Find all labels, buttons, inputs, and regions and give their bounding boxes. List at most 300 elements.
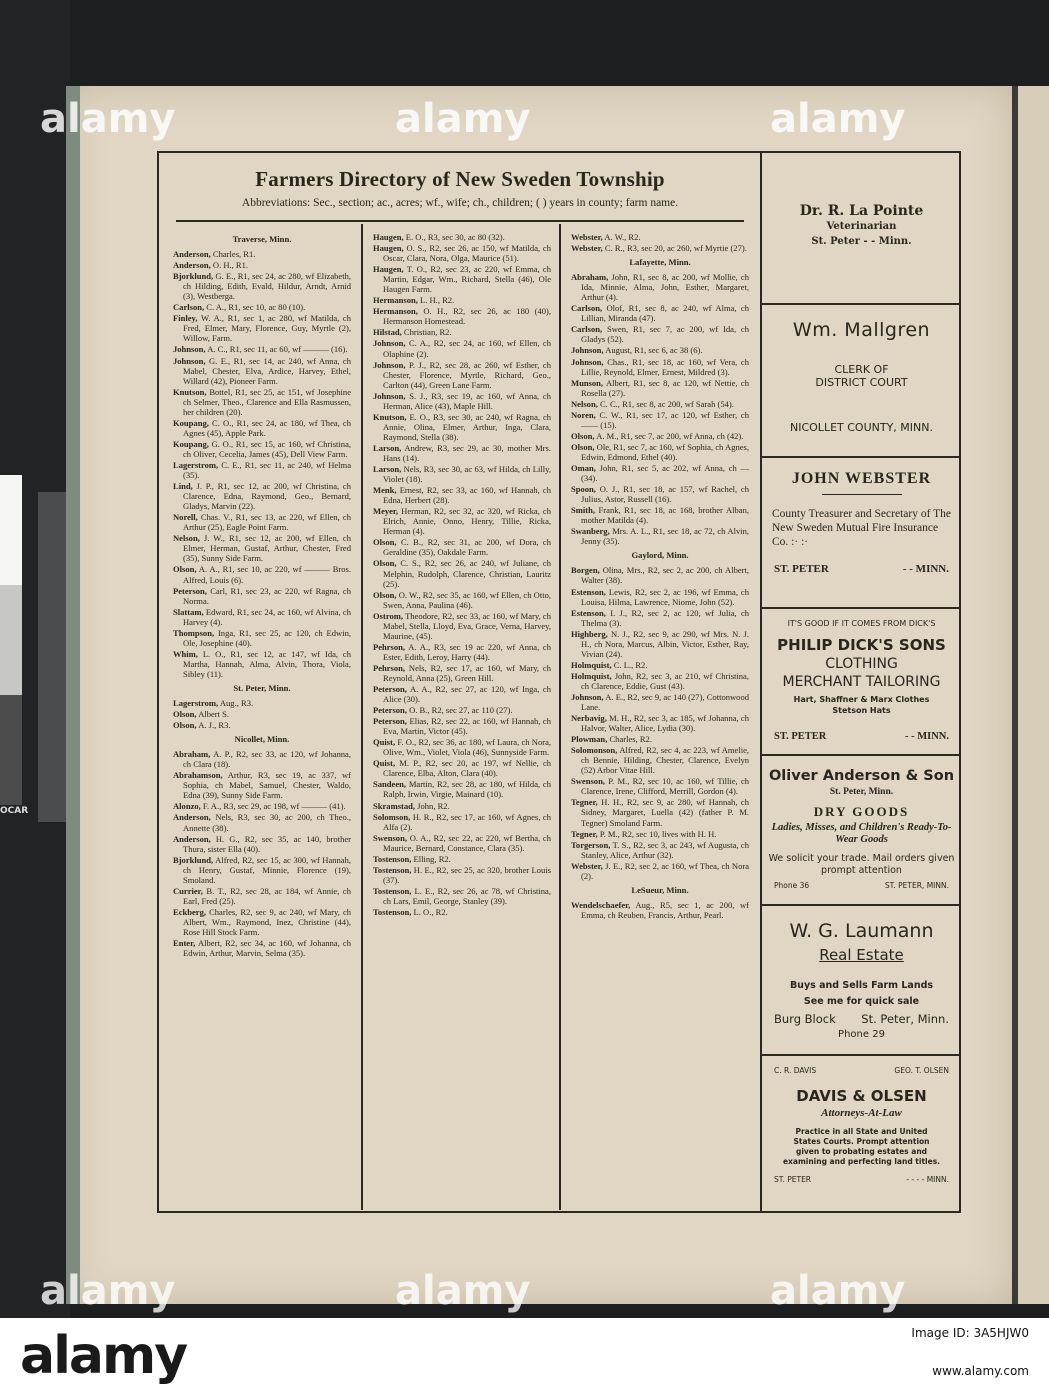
edge-text: OCAR (0, 806, 29, 816)
entry-details: John, R1, sec 5, ac 202, wf Anna, ch — (34). (581, 462, 749, 484)
entry-surname: Webster, (571, 232, 603, 242)
entry-surname: Currier, (173, 885, 203, 896)
ad-dicks-city-right: - - MINN. (904, 731, 949, 742)
directory-entry (571, 587, 749, 607)
directory-entry (571, 431, 749, 441)
entry-details: H. G., R2, sec 35, ac 140, brother Thura, sister Ella (40). (183, 833, 351, 854)
ad-laumann-addr-left: Burg Block (774, 1012, 836, 1026)
entry-surname: Johnson, (373, 390, 406, 401)
ad-dicks-tag: IT'S GOOD IF IT COMES FROM DICK'S (787, 619, 936, 628)
entry-surname: Nelson, (571, 398, 598, 409)
entry-details: W. A., R1, sec 1, ac 280, wf Matilda, ch Fred, Elmer, Mary, Florence, Guy, Myrtle (2), Willow, Farm. (183, 313, 351, 344)
directory-entry (373, 642, 551, 662)
entry-details: M. H., R2, sec 3, ac 185, wf Johanna, ch Halvor, Walter, Alice, Lydia (30). (581, 713, 749, 734)
entry-surname: Larson, (373, 442, 402, 453)
directory-entry (571, 565, 749, 585)
directory-entry (571, 692, 749, 712)
town-heading: Traverse, Minn. (232, 234, 292, 244)
ad-laumann-line2: See me for quick sale (803, 996, 920, 1007)
ad-laumann-address (762, 1012, 961, 1026)
entry-surname: Bjorklund, (173, 271, 214, 282)
watermark-brand: alamy (40, 1268, 176, 1314)
directory-entry (173, 512, 351, 532)
entry-details: Swen, R1, sec 7, ac 200, wf Ida, ch Gladys (52). (581, 324, 749, 345)
directory-entry (373, 412, 551, 442)
entry-details: Ole, R1, sec 7, ac 160, wf Sophia, ch Agnes, Edwin, Edmond, Ethel (40). (581, 441, 749, 462)
entry-surname: Thompson, (173, 627, 215, 638)
directory-entry (173, 460, 351, 480)
ad-davis-city (762, 1175, 961, 1184)
entry-details: C. C., R1, sec 8, ac 200, wf Sarah (54). (599, 398, 734, 409)
entry-details: B. T., R2, sec 28, ac 184, wf Annie, ch Earl, Fred (25). (183, 885, 351, 906)
entry-surname: Borgen, (571, 565, 600, 576)
entry-surname: Estenson, (571, 607, 606, 618)
entry-surname: Finley, (173, 313, 198, 324)
entry-surname: Koupang, (173, 438, 209, 449)
ad-mallgren-line2: DISTRICT COURT (815, 376, 908, 389)
ad-anderson-phone: Phone 36 (774, 881, 810, 890)
entry-surname: Spoon, (571, 484, 596, 495)
entry-details: C. R., R3, sec 20, ac 260, wf Myrtie (27). (604, 243, 747, 254)
entry-details: Edward, R1, sec 24, ac 160, wf Alvina, ch Harvey (4). (183, 606, 351, 627)
entry-surname: Noren, (571, 409, 596, 420)
entry-details: John, R2. (417, 800, 450, 811)
town-heading: Gaylord, Minn. (631, 550, 689, 561)
entry-surname: Swenson, (373, 832, 407, 843)
page-gutter (1012, 86, 1018, 1304)
entry-surname: Johnson, (571, 691, 604, 702)
entry-surname: Olson, (173, 720, 197, 731)
entry-details: Nels, R3, sec 30, ac 63, wf Hilda, ch Lilly, Violet (18). (383, 464, 551, 485)
directory-entry (373, 232, 551, 242)
entry-details: Nels, R3, sec 30, ac 200, ch Theo., Annette (38). (183, 812, 351, 833)
entry-surname: Webster, (571, 243, 603, 254)
directory-entry (571, 797, 749, 827)
town-heading: St. Peter, Minn. (233, 682, 291, 693)
directory-entry (571, 776, 749, 796)
directory-entry (373, 506, 551, 536)
directory-entry (173, 260, 351, 270)
entry-surname: Lind, (173, 481, 193, 492)
entry-details: Alfred, R2, sec 4, ac 223, wf Amelie, ch Bennie, Hilding, Chester, Clarence, Evelyn (52) Arbor Vitae Hill. (581, 745, 749, 776)
entry-details: C. O., R1, sec 24, ac 180, wf Thea, ch Agnes (45), Apple Park. (183, 417, 352, 438)
entry-details: John, R1, sec 8, ac 200, wf Mollie, ch Ida, Minnie, Alma, John, Esther, Margaret, Arthur (4). (581, 272, 750, 303)
ad-webster-body: County Treasurer and Secretary of The New Sweden Mutual Fire Insurance Co. :· :· (772, 508, 951, 548)
entry-surname: Highberg, (571, 628, 608, 639)
directory-entry (373, 716, 551, 736)
entry-details: O. H., R1. (212, 260, 249, 271)
entry-surname: Whim, (173, 648, 198, 659)
entry-surname: Tostenson, (373, 907, 412, 917)
directory-entry (571, 734, 749, 744)
ad-davis-right: GEO. T. OLSEN (894, 1066, 949, 1075)
entry-details: O. W., R2, sec 35, ac 160, wf Ellen, ch Otto, Swen, Anna, Paulina (46). (383, 589, 552, 610)
ad-anderson-sub: St. Peter, Minn. (829, 787, 894, 797)
entry-surname: Smith, (571, 505, 595, 516)
entry-surname: Olson, (571, 430, 595, 441)
entry-surname: Webster, (571, 860, 603, 871)
directory-entry (571, 671, 749, 691)
entry-surname: Bjorklund, (173, 854, 214, 865)
entry-details: T. O., R2, sec 23, ac 220, wf Emma, ch Martin, Edgar, Wm., Richard, Stella (46), Ole Haugen Farm. (383, 264, 552, 295)
entry-surname: Quist, (373, 758, 396, 769)
entry-surname: Menk, (373, 485, 397, 496)
site-url: www.alamy.com (932, 1364, 1029, 1378)
directory-entry (173, 564, 351, 584)
entry-details: C. S., R2, sec 26, ac 240, wf Juliane, ch Melphin, Rudolph, Clarence, Christian, Lauritz (25). (383, 558, 551, 589)
entry-details: L. E., R2, sec 26, ac 78, wf Christina, ch Lars, Emil, George, Stanley (39). (383, 885, 551, 906)
directory-entry (173, 387, 351, 417)
directory-entry (571, 357, 749, 377)
entry-details: Aug., R3. (219, 698, 254, 709)
directory-entry (373, 705, 551, 715)
entry-details: C. L., R2. (613, 659, 648, 670)
watermark-brand: alamy (770, 96, 906, 142)
image-id: Image ID: 3A5HJW0 (911, 1326, 1029, 1340)
directory-entry (173, 356, 351, 386)
entry-surname: Skramstad, (373, 800, 416, 811)
entry-details: F. O., R2, sec 36, ac 180, wf Laura, ch Nora, Olive, Wm., Violet, Viola (46), Sunnyside Farm. (383, 737, 551, 758)
entry-details: Andrew, R3, sec 29, ac 30, mother Mrs. Hans (14). (383, 442, 551, 463)
ad-mallgren-city: NICOLLET COUNTY, MINN. (790, 421, 933, 434)
directory-entry (571, 840, 749, 860)
entry-surname: Olson, (373, 537, 397, 548)
directory-entry (173, 709, 351, 719)
entry-surname: Knutson, (173, 386, 207, 397)
entry-surname: Oman, (571, 462, 596, 473)
watermark-brand: alamy (40, 96, 176, 142)
directory-entry (571, 463, 749, 483)
entry-details: A. P., R2, sec 33, ac 120, wf Johanna, ch Clara (18). (183, 749, 351, 770)
entry-details: A. W., R2. (604, 232, 641, 242)
directory-entry (173, 907, 351, 937)
ad-laumann-sub: Real Estate (819, 946, 904, 964)
entry-details: L. O., R1, sec 12, ac 147, wf Ida, ch Martha, Hannah, Alma, Alvin, Thora, Viola, Sibley (11). (183, 648, 351, 679)
entry-surname: Carlson, (571, 303, 603, 314)
entry-details: F. A., R3, sec 29, ac 198, wf ——— (41). (202, 801, 346, 812)
entry-surname: Swanberg, (571, 526, 610, 537)
town-heading: Nicollet, Minn. (234, 734, 290, 745)
entry-surname: Koupang, (173, 417, 209, 428)
directory-entry (571, 232, 749, 242)
directory-entry (173, 801, 351, 811)
entry-surname: Johnson, (173, 355, 206, 366)
entry-details: O. S., R2, sec 26, ac 150, wf Matilda, ch Oscar, Clara, Nora, Olga, Maurice (51). (383, 243, 551, 264)
entry-surname: Anderson, (173, 260, 211, 271)
entry-surname: Johnson, (373, 359, 406, 370)
entry-details: G. E., R1, sec 14, ac 240, wf Anna, ch Mabel, Chester, Elva, Ardice, Harvey, Ethel, Willard (42), Pioneer Farm. (183, 355, 351, 386)
directory-entry (373, 537, 551, 557)
directory-entry (373, 264, 551, 294)
directory-entry (173, 812, 351, 832)
entry-details: J. W., R1, sec 12, ac 200, wf Ellen, ch Elmer, Herman, Gustaf, Arthur, Chester, Fred (35), Sunny Side Farm. (183, 533, 351, 564)
ad-davis-sub: Attorneys-At-Law (821, 1107, 902, 1119)
entry-details: Aug., R5, sec 1, ac 200, wf Emma, ch Reuben, Francis, Arthur, Pearl. (581, 899, 750, 920)
entry-details: C. A., R1, sec 10, ac 80 (10). (206, 302, 306, 313)
ad-lapointe-sub: Veterinarian (826, 221, 897, 232)
entry-details: T. S., R2, sec 3, ac 243, wf Augusta, ch Stanley, Alice, Arthur (32). (581, 839, 749, 860)
ad-dicks-name: PHILIP DICK'S SONS (777, 636, 946, 654)
ad-davis-city-left: ST. PETER (774, 1175, 812, 1184)
ad-laumann-addr-right: St. Peter, Minn. (861, 1012, 949, 1026)
entry-details: Martin, R2, sec 28, ac 180, wf Hilda, ch Ralph, Irwin, Virgie, Mainard (10). (383, 779, 551, 800)
ad-dicks-city-left: ST. PETER (774, 731, 827, 742)
entry-surname: Johnson, (373, 338, 406, 349)
entry-details: A. C., R1, sec 11, ac 60, wf ——— (16). (207, 344, 348, 355)
directory-entry (373, 812, 551, 832)
entry-details: E. O., R3, sec 30, ac 80 (32). (405, 232, 505, 242)
entry-details: Alfred, R2, sec 15, ac 300, wf Hannah, ch Henry, Gustaf, Minnie, Florence (19), Smoland. (183, 854, 351, 885)
directory-entry (173, 749, 351, 769)
directory-entry (373, 391, 551, 411)
ad-laumann-line1: Buys and Sells Farm Lands (789, 980, 934, 991)
directory-entry (373, 779, 551, 799)
ad-davis-left: C. R. DAVIS (774, 1066, 817, 1075)
entry-surname: Hermanson, (373, 295, 418, 306)
book-spine (66, 86, 80, 1304)
entry-surname: Holmquist, (571, 670, 612, 681)
entry-details: G. O., R1, sec 15, ac 160, wf Christina, ch Oliver, Cecelia, James (45), Dell View Farm. (183, 438, 352, 459)
entry-details: P. M., R2, sec 10, ac 160, wf Tillie, ch Clarence, Irene, Clifford, Merrill, Gordon (4). (581, 776, 750, 797)
entry-details: Chas. V., R1, sec 13, ac 220, wf Ellen, ch Arthur (25), Eagle Point Farm. (183, 512, 351, 533)
stock-footer-bar (0, 1318, 1049, 1390)
entry-surname: Quist, (373, 737, 396, 748)
directory-column-2 (373, 232, 551, 918)
entry-details: C. A., R2, sec 24, ac 160, wf Ellen, ch Olaphine (2). (383, 338, 551, 359)
entry-details: L. O., R2. (413, 907, 448, 917)
entry-details: A. A., R1, sec 10, ac 220, wf ——— Bros. Alfred, Louis (6). (183, 564, 351, 585)
entry-details: Elling, R2. (413, 853, 451, 864)
watermark-brand: alamy (395, 96, 531, 142)
directory-entry (571, 660, 749, 670)
entry-details: Arthur, R3, sec 19, ac 337, wf Sophia, ch Mabel, Samuel, Chester, Waldo, Edna (39), Sunny Side Farm. (183, 770, 352, 801)
entry-details: O. B., R2, sec 27, ac 110 (27). (409, 705, 513, 716)
entry-details: A. E., R2, sec 9, ac 140 (27), Cottonwood Lane. (581, 691, 749, 713)
entry-surname: Anderson, (173, 812, 211, 823)
entry-details: Bottel, R1, sec 25, ac 151, wf Josephine ch Selmer, Theo., Clarence and Ella Rasmussen, her children (20). (183, 386, 351, 417)
ad-anderson (762, 756, 961, 904)
directory-entry (373, 737, 551, 757)
ad-anderson-line1: DRY GOODS (813, 804, 910, 819)
entry-surname: Pehrson, (373, 662, 406, 673)
directory-entry (173, 649, 351, 679)
ad-webster (762, 458, 961, 608)
watermark-brand: alamy (395, 1268, 531, 1314)
entry-details: Albert S. (198, 709, 230, 720)
entry-surname: Nerbavig, (571, 713, 607, 724)
entry-details: O. A., R2, sec 22, ac 220, wf Bertha, ch Maurice, Bernard, Constance, Clara (35). (383, 832, 551, 853)
entry-surname: Solomonson, (571, 745, 618, 756)
directory-entry (173, 313, 351, 343)
entry-surname: Abraham, (571, 272, 609, 283)
entry-details: P. J., R2, sec 28, ac 260, wf Esther, ch Chester, Florence, Myrtle, Richard, Geo., Carlton (44), Green Lane Farm. (383, 359, 551, 390)
directory-entry (373, 663, 551, 683)
directory-entry (571, 243, 749, 253)
entry-details: H. E., R2, sec 25, ac 320, brother Louis (37). (383, 864, 551, 885)
entry-surname: Johnson, (571, 345, 604, 356)
directory-entry (571, 442, 749, 462)
entry-details: John, R2, sec 3, ac 210, wf Christina, ch Clarence, Eddie, Gust (43). (581, 670, 749, 691)
ad-mallgren (762, 305, 961, 455)
town-heading: Lafayette, Minn. (629, 257, 691, 268)
directory-entry (173, 628, 351, 648)
directory-entry (173, 586, 351, 606)
ad-anderson-footer (762, 881, 961, 890)
ad-webster-city (762, 563, 961, 575)
entry-surname: Olson, (373, 589, 397, 600)
ad-dicks-line1: CLOTHING (825, 656, 898, 672)
directory-entry (373, 854, 551, 864)
entry-details: Christian, R2. (403, 327, 452, 338)
entry-surname: Johnson, (173, 344, 206, 355)
ad-lapointe (762, 153, 961, 303)
entry-details: P. M., R2, sec 10, lives with H. H. (599, 828, 717, 839)
town-heading: LeSueur, Minn. (631, 884, 689, 895)
ad-webster-divider (822, 494, 902, 495)
directory-entry (373, 833, 551, 853)
directory-entry (173, 886, 351, 906)
directory-entry (373, 558, 551, 588)
directory-entry (373, 443, 551, 463)
directory-entry (373, 360, 551, 390)
directory-entry (373, 758, 551, 778)
directory-entry (173, 938, 351, 958)
entry-surname: Carlson, (173, 302, 205, 313)
entry-details: Inga, R1, sec 25, ac 120, ch Edwin, Ole, Josephine (40). (183, 627, 351, 648)
entry-details: Charles, R1. (212, 249, 256, 260)
ad-laumann-name: W. G. Laumann (789, 920, 934, 942)
ad-mallgren-name: Wm. Mallgren (792, 319, 931, 341)
entry-surname: Enter, (173, 938, 196, 949)
ad-dicks-city (762, 731, 961, 742)
directory-entry (173, 249, 351, 259)
directory-entry (373, 485, 551, 505)
entry-surname: Carlson, (571, 324, 603, 335)
entry-surname: Pehrson, (373, 641, 406, 652)
directory-entry (173, 439, 351, 459)
ad-davis-city-right: - - - - MINN. (906, 1175, 949, 1184)
entry-surname: Nelson, (173, 533, 200, 544)
entry-surname: Peterson, (373, 684, 407, 695)
directory-entry (571, 829, 749, 839)
entry-details: Carl, R1, sec 23, ac 220, wf Ragna, ch Norma. (183, 585, 351, 606)
entry-details: August, R1, sec 6, ac 38 (6). (605, 345, 703, 356)
entry-details: M. P., R2, sec 20, ac 197, wf Nellie, ch Clarence, Elba, Alton, Clara (40). (383, 758, 552, 779)
entry-details: Albert, R2, sec 34, ac 160, wf Johanna, ch Edwin, Arthur, Marvin, Selma (35). (183, 938, 352, 959)
ad-laumann-phone: Phone 29 (838, 1029, 885, 1040)
directory-entry (173, 770, 351, 800)
entry-surname: Meyer, (373, 506, 399, 517)
entry-surname: Estenson, (571, 586, 606, 597)
entry-details: O. J., R1, sec 18, ac 157, wf Rachel, ch Julius, Astor, Russell (16). (581, 484, 749, 505)
entry-surname: Lagerstrom, (173, 698, 219, 709)
directory-entry (173, 418, 351, 438)
directory-entry (571, 410, 749, 430)
entry-surname: Solomson, (373, 811, 411, 822)
entry-details: G. E., R1, sec 24, ac 280, wf Elizabeth, ch Hilding, Edith, Evald, Hildur, Arndt, Arnid (3), Westberga. (183, 271, 351, 302)
directory-entry (571, 629, 749, 659)
directory-entry (373, 327, 551, 337)
entry-surname: Olson, (173, 709, 197, 720)
entry-surname: Swenson, (571, 776, 605, 787)
entry-surname: Norell, (173, 512, 198, 523)
ad-davis-name: DAVIS & OLSEN (796, 1087, 927, 1105)
directory-entry (173, 698, 351, 708)
ad-laumann (762, 906, 961, 1052)
directory-entry (173, 344, 351, 354)
entry-surname: Olson, (571, 441, 595, 452)
entry-surname: Haugen, (373, 264, 404, 275)
entry-surname: Olson, (173, 564, 197, 575)
ad-lapointe-city: St. Peter - - Minn. (811, 236, 912, 247)
directory-entry (373, 801, 551, 811)
alamy-logo: alamy (20, 1326, 187, 1386)
entry-surname: Abrahamson, (173, 770, 223, 781)
entry-details: A. A., R3, sec 19 ac 220, wf Anna, ch Ester, Edith, Leroy, Harry (44). (383, 641, 551, 662)
title-rule (176, 220, 744, 222)
directory-entry (373, 886, 551, 906)
entry-surname: Knutson, (373, 411, 407, 422)
entry-details: L. H., R2. (420, 295, 455, 306)
entry-surname: Tegner, (571, 828, 598, 839)
entry-details: Lewis, R2, sec 2, ac 196, wf Emma, ch Louisa, Hilma, Lawrence, Niome, John (52). (581, 586, 749, 607)
directory-entry (173, 481, 351, 511)
directory-entry (373, 306, 551, 326)
entry-surname: Sandeen, (373, 779, 407, 790)
directory-entry (173, 834, 351, 854)
ad-anderson-line3: We solicit your trade. Mail orders given prompt attention (768, 853, 955, 876)
entry-details: Mrs. A. L., R1, sec 18, ac 72, ch Alvin, Jenny (35). (581, 526, 750, 547)
entry-surname: Alonzo, (173, 801, 201, 812)
entry-details: Albert, R1, sec 8, ac 120, wf Nettie, ch Rosella (27). (581, 377, 749, 398)
ad-davis-header (762, 1066, 961, 1075)
entry-surname: Abraham, (173, 749, 211, 760)
directory-entry (571, 345, 749, 355)
directory-entry (373, 590, 551, 610)
entry-details: C. W., R1, sec 17, ac 120, wf Esther, ch—— (15). (581, 409, 749, 430)
entry-details: A. M., R1, sec 7, ac 200, wf Anna, ch (42). (596, 430, 744, 441)
directory-entry (571, 324, 749, 344)
entry-surname: Torgerson, (571, 839, 611, 850)
directory-entry (571, 608, 749, 628)
directory-column-1 (173, 232, 351, 959)
directory-entry (571, 399, 749, 409)
directory-entry (373, 907, 551, 917)
entry-surname: Johnson, (571, 356, 604, 367)
entry-details: Theodore, R2, sec 33, ac 160, wf Mary, ch Mabel, Stella, Lloyd, Eva, Grace, Verna, Harvey, Maurine, (45). (383, 610, 551, 641)
entry-surname: Hilstad, (373, 327, 402, 338)
entry-surname: Peterson, (373, 705, 407, 716)
ad-dicks-line3: Hart, Shaffner & Marx Clothes (793, 695, 930, 704)
entry-details: I. J., R2, sec 2, ac 120, wf Julia, ch Thelma (3). (581, 607, 750, 628)
directory-entry (173, 855, 351, 885)
entry-details: S. J., R3, sec 19, ac 160, wf Anna, ch Herman, Alice (43), Maple Hill. (383, 390, 551, 411)
ad-webster-city-left: ST. PETER (774, 563, 829, 575)
entry-details: Chas., R1, sec 18, ac 160, wf Vera, ch Lillie, Reynold, Elmer, Ernest, Mildred (3). (581, 356, 749, 377)
entry-details: E. O., R3, sec 30, ac 240, wf Ragna, ch Annie, Olina, Elmer, Arthur, Inga, Clara, Raymond, Stella (38). (383, 411, 552, 442)
entry-surname: Hermanson, (373, 306, 418, 317)
ad-anderson-line2: Ladies, Misses, and Children's Ready-To-Wear Goods (771, 822, 952, 845)
entry-surname: Haugen, (373, 243, 404, 254)
entry-details: Charles, R2, sec 9, ac 240, wf Mary, ch Albert, Wm., Raymond, Inez, Christine (44), Rose Hill Stock Farm. (183, 906, 352, 937)
directory-entry (571, 505, 749, 525)
directory-entry (571, 745, 749, 775)
ad-webster-city-right: - - MINN. (902, 563, 949, 575)
ad-lapointe-name: Dr. R. La Pointe (799, 203, 924, 219)
entry-surname: Tegner, (571, 797, 598, 808)
page-title: Farmers Directory of New Sweden Township (255, 167, 665, 191)
entry-surname: Munson, (571, 377, 604, 388)
